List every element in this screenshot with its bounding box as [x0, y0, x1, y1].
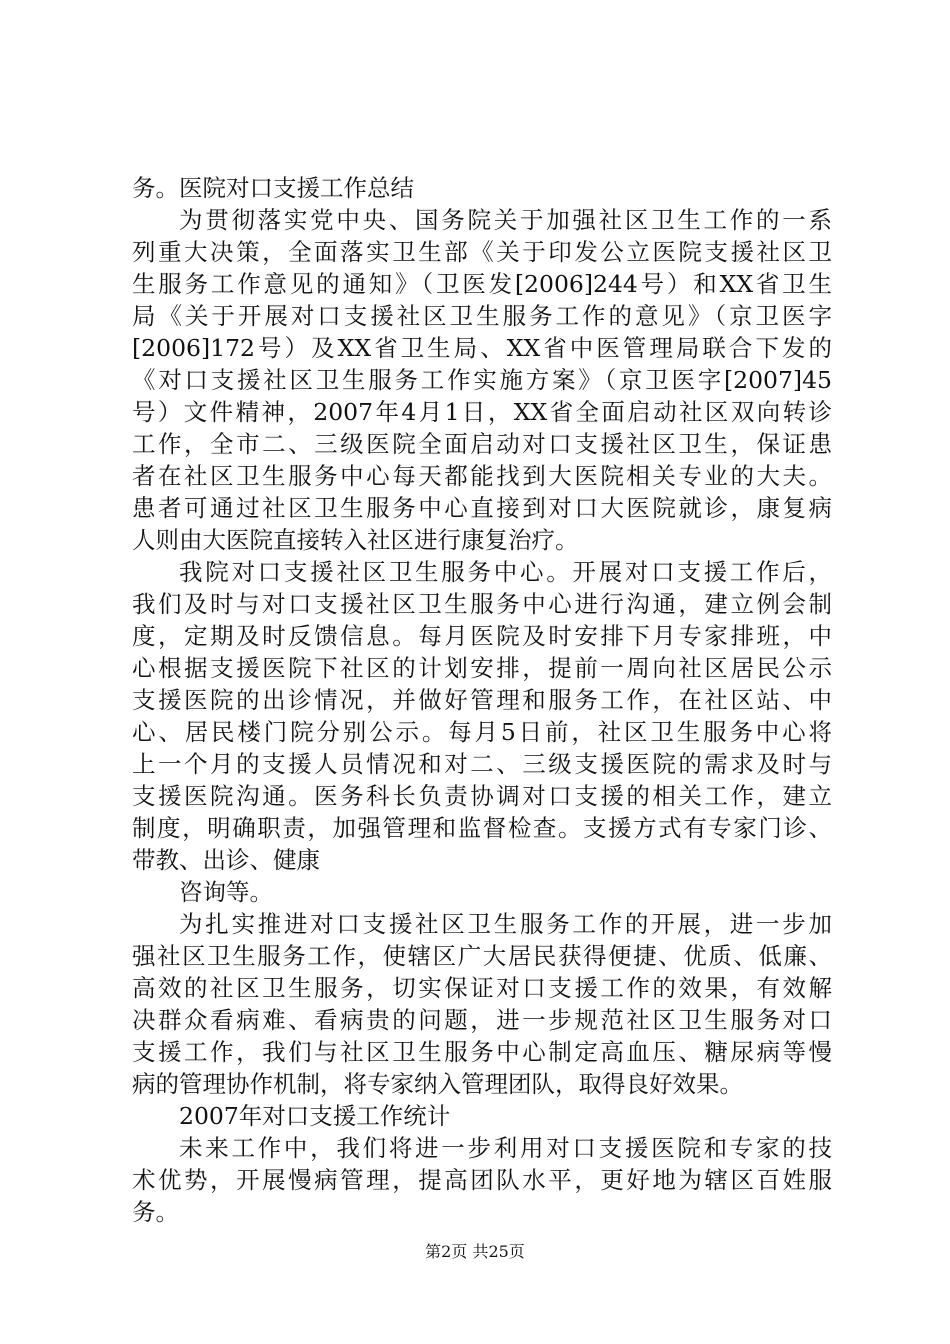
- text-line: 支援医院沟通。医务科长负责协调对口支援的相关工作，建立: [132, 782, 832, 810]
- text-line: [2006]172号）及XX省卫生局、XX省中医管理局联合下发的: [132, 334, 832, 362]
- paragraph-start-line: 咨询等。: [179, 878, 273, 906]
- text-line: 心、居民楼门院分别公示。每月5日前，社区卫生服务中心将: [132, 718, 832, 746]
- text-line: 工作，全市二、三级医院全面启动对口支援社区卫生，保证患: [132, 430, 832, 458]
- text-line: 度，定期及时反馈信息。每月医院及时安排下月专家排班，中: [132, 622, 832, 650]
- section-heading: 2007年对口支援工作统计: [179, 1102, 451, 1130]
- text-line: 患者可通过社区卫生服务中心直接到对口大医院就诊，康复病: [132, 494, 832, 522]
- text-line: 务。医院对口支援工作总结: [132, 174, 414, 202]
- text-line: 上一个月的支援人员情况和对二、三级支援医院的需求及时与: [132, 750, 832, 778]
- text-line: 局《关于开展对口支援社区卫生服务工作的意见》（京卫医字: [132, 302, 832, 330]
- text-line: 务。: [132, 1198, 179, 1226]
- text-line: 术优势，开展慢病管理，提高团队水平，更好地为辖区百姓服: [132, 1166, 832, 1194]
- paragraph-start-line: 为贯彻落实党中央、国务院关于加强社区卫生工作的一系: [179, 206, 832, 234]
- page-number-footer: 第2页 共25页: [425, 1242, 525, 1261]
- paragraph-start-line: 为扎实推进对口支援社区卫生服务工作的开展，进一步加: [179, 910, 832, 938]
- text-line: 制度，明确职责，加强管理和监督检查。支援方式有专家门诊、: [132, 814, 832, 842]
- text-line: 号）文件精神，2007年4月1日，XX省全面启动社区双向转诊: [132, 398, 832, 426]
- text-line: 带教、出诊、健康: [132, 846, 320, 874]
- paragraph-start-line: 我院对口支援社区卫生服务中心。开展对口支援工作后，: [179, 558, 832, 586]
- text-line: 支援医院的出诊情况，并做好管理和服务工作，在社区站、中: [132, 686, 832, 714]
- paragraph-start-line: 未来工作中，我们将进一步利用对口支援医院和专家的技: [179, 1134, 832, 1162]
- text-line: 病的管理协作机制，将专家纳入管理团队，取得良好效果。: [132, 1070, 743, 1098]
- text-line: 《对口支援社区卫生服务工作实施方案》（京卫医字[2007]45: [132, 366, 832, 394]
- text-line: 者在社区卫生服务中心每天都能找到大医院相关专业的大夫。: [132, 462, 832, 490]
- text-line: 人则由大医院直接转入社区进行康复治疗。: [132, 526, 579, 554]
- text-line: 决群众看病难、看病贵的问题，进一步规范社区卫生服务对口: [132, 1006, 832, 1034]
- text-line: 列重大决策，全面落实卫生部《关于印发公立医院支援社区卫: [132, 238, 832, 266]
- text-line: 我们及时与对口支援社区卫生服务中心进行沟通，建立例会制: [132, 590, 832, 618]
- text-line: 支援工作，我们与社区卫生服务中心制定高血压、糖尿病等慢: [132, 1038, 832, 1066]
- text-line: 高效的社区卫生服务，切实保证对口支援工作的效果，有效解: [132, 974, 832, 1002]
- text-line: 生服务工作意见的通知》（卫医发[2006]244号）和XX省卫生: [132, 270, 832, 298]
- text-line: 强社区卫生服务工作，使辖区广大居民获得便捷、优质、低廉、: [132, 942, 832, 970]
- text-line: 心根据支援医院下社区的计划安排，提前一周向社区居民公示: [132, 654, 832, 682]
